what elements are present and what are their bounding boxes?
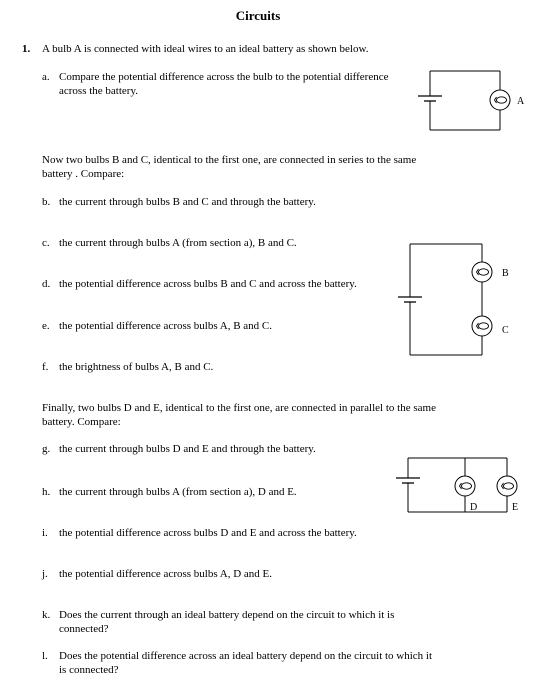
- bulb-d-label: D: [470, 502, 478, 513]
- part-h-label: h.: [42, 486, 51, 498]
- page-title: Circuits: [235, 8, 281, 23]
- part-l-line2: is connected?: [59, 664, 119, 676]
- part-k-line2: connected?: [59, 623, 109, 635]
- part-i-text: the potential difference across bulbs D and E and across the battery.: [59, 527, 357, 539]
- series-intro-line2: battery . Compare:: [42, 168, 125, 180]
- part-f-text: the brightness of bulbs A, B and C.: [59, 361, 214, 373]
- bulb-b-label: B: [502, 268, 509, 279]
- part-l-label: l.: [42, 650, 48, 662]
- bulb-e: [497, 476, 517, 496]
- series-intro-line1: Now two bulbs B and C, identical to the first one, are connected in series to the same: [42, 154, 417, 166]
- part-g-text: the current through bulbs D and E and through the battery.: [59, 443, 316, 455]
- bulb-b: [472, 262, 492, 282]
- part-e-label: e.: [42, 320, 50, 332]
- parallel-intro-line1: Finally, two bulbs D and E, identical to the first one, are connected in parallel to the same: [42, 402, 436, 414]
- part-h-text: the current through bulbs A (from section a), D and E.: [59, 486, 297, 498]
- part-f-label: f.: [42, 361, 49, 373]
- part-d-text: the potential difference across bulbs B and C and across the battery.: [59, 278, 357, 290]
- part-b-label: b.: [42, 196, 51, 208]
- bulb-e-label: E: [512, 502, 519, 513]
- part-j-label: j.: [42, 568, 48, 580]
- bulb-d: [455, 476, 475, 496]
- part-l-line1: Does the potential difference across an ideal battery depend on the circuit to which it: [59, 650, 433, 662]
- part-g-label: g.: [42, 443, 51, 455]
- part-c-text: the current through bulbs A (from section a), B and C.: [59, 237, 297, 249]
- bulb-a: [490, 90, 510, 110]
- part-c-label: c.: [42, 237, 50, 249]
- circuit-single-bulb-diagram: [410, 64, 536, 140]
- parallel-intro-line2: battery. Compare:: [42, 416, 121, 428]
- part-k-label: k.: [42, 609, 51, 621]
- circuit-parallel-diagram: [394, 454, 529, 516]
- question-number: 1.: [22, 43, 31, 55]
- question-text: A bulb A is connected with ideal wires to an ideal battery as shown below.: [42, 43, 369, 55]
- part-a-line2: across the battery.: [59, 85, 139, 97]
- part-d-label: d.: [42, 278, 51, 290]
- part-j-text: the potential difference across bulbs A, D and E.: [59, 568, 273, 580]
- part-k-line1: Does the current through an ideal battery depend on the circuit to which it is: [59, 609, 395, 621]
- part-b-text: the current through bulbs B and C and through the battery.: [59, 196, 316, 208]
- bulb-a-label: A: [517, 96, 525, 107]
- circuit-series-diagram: [398, 240, 523, 360]
- part-a-line1: Compare the potential difference across the bulb to the potential difference: [59, 71, 389, 83]
- bulb-c: [472, 316, 492, 336]
- part-a-label: a.: [42, 71, 50, 83]
- bulb-c-label: C: [502, 325, 509, 336]
- part-e-text: the potential difference across bulbs A, B and C.: [59, 320, 273, 332]
- part-i-label: i.: [42, 527, 48, 539]
